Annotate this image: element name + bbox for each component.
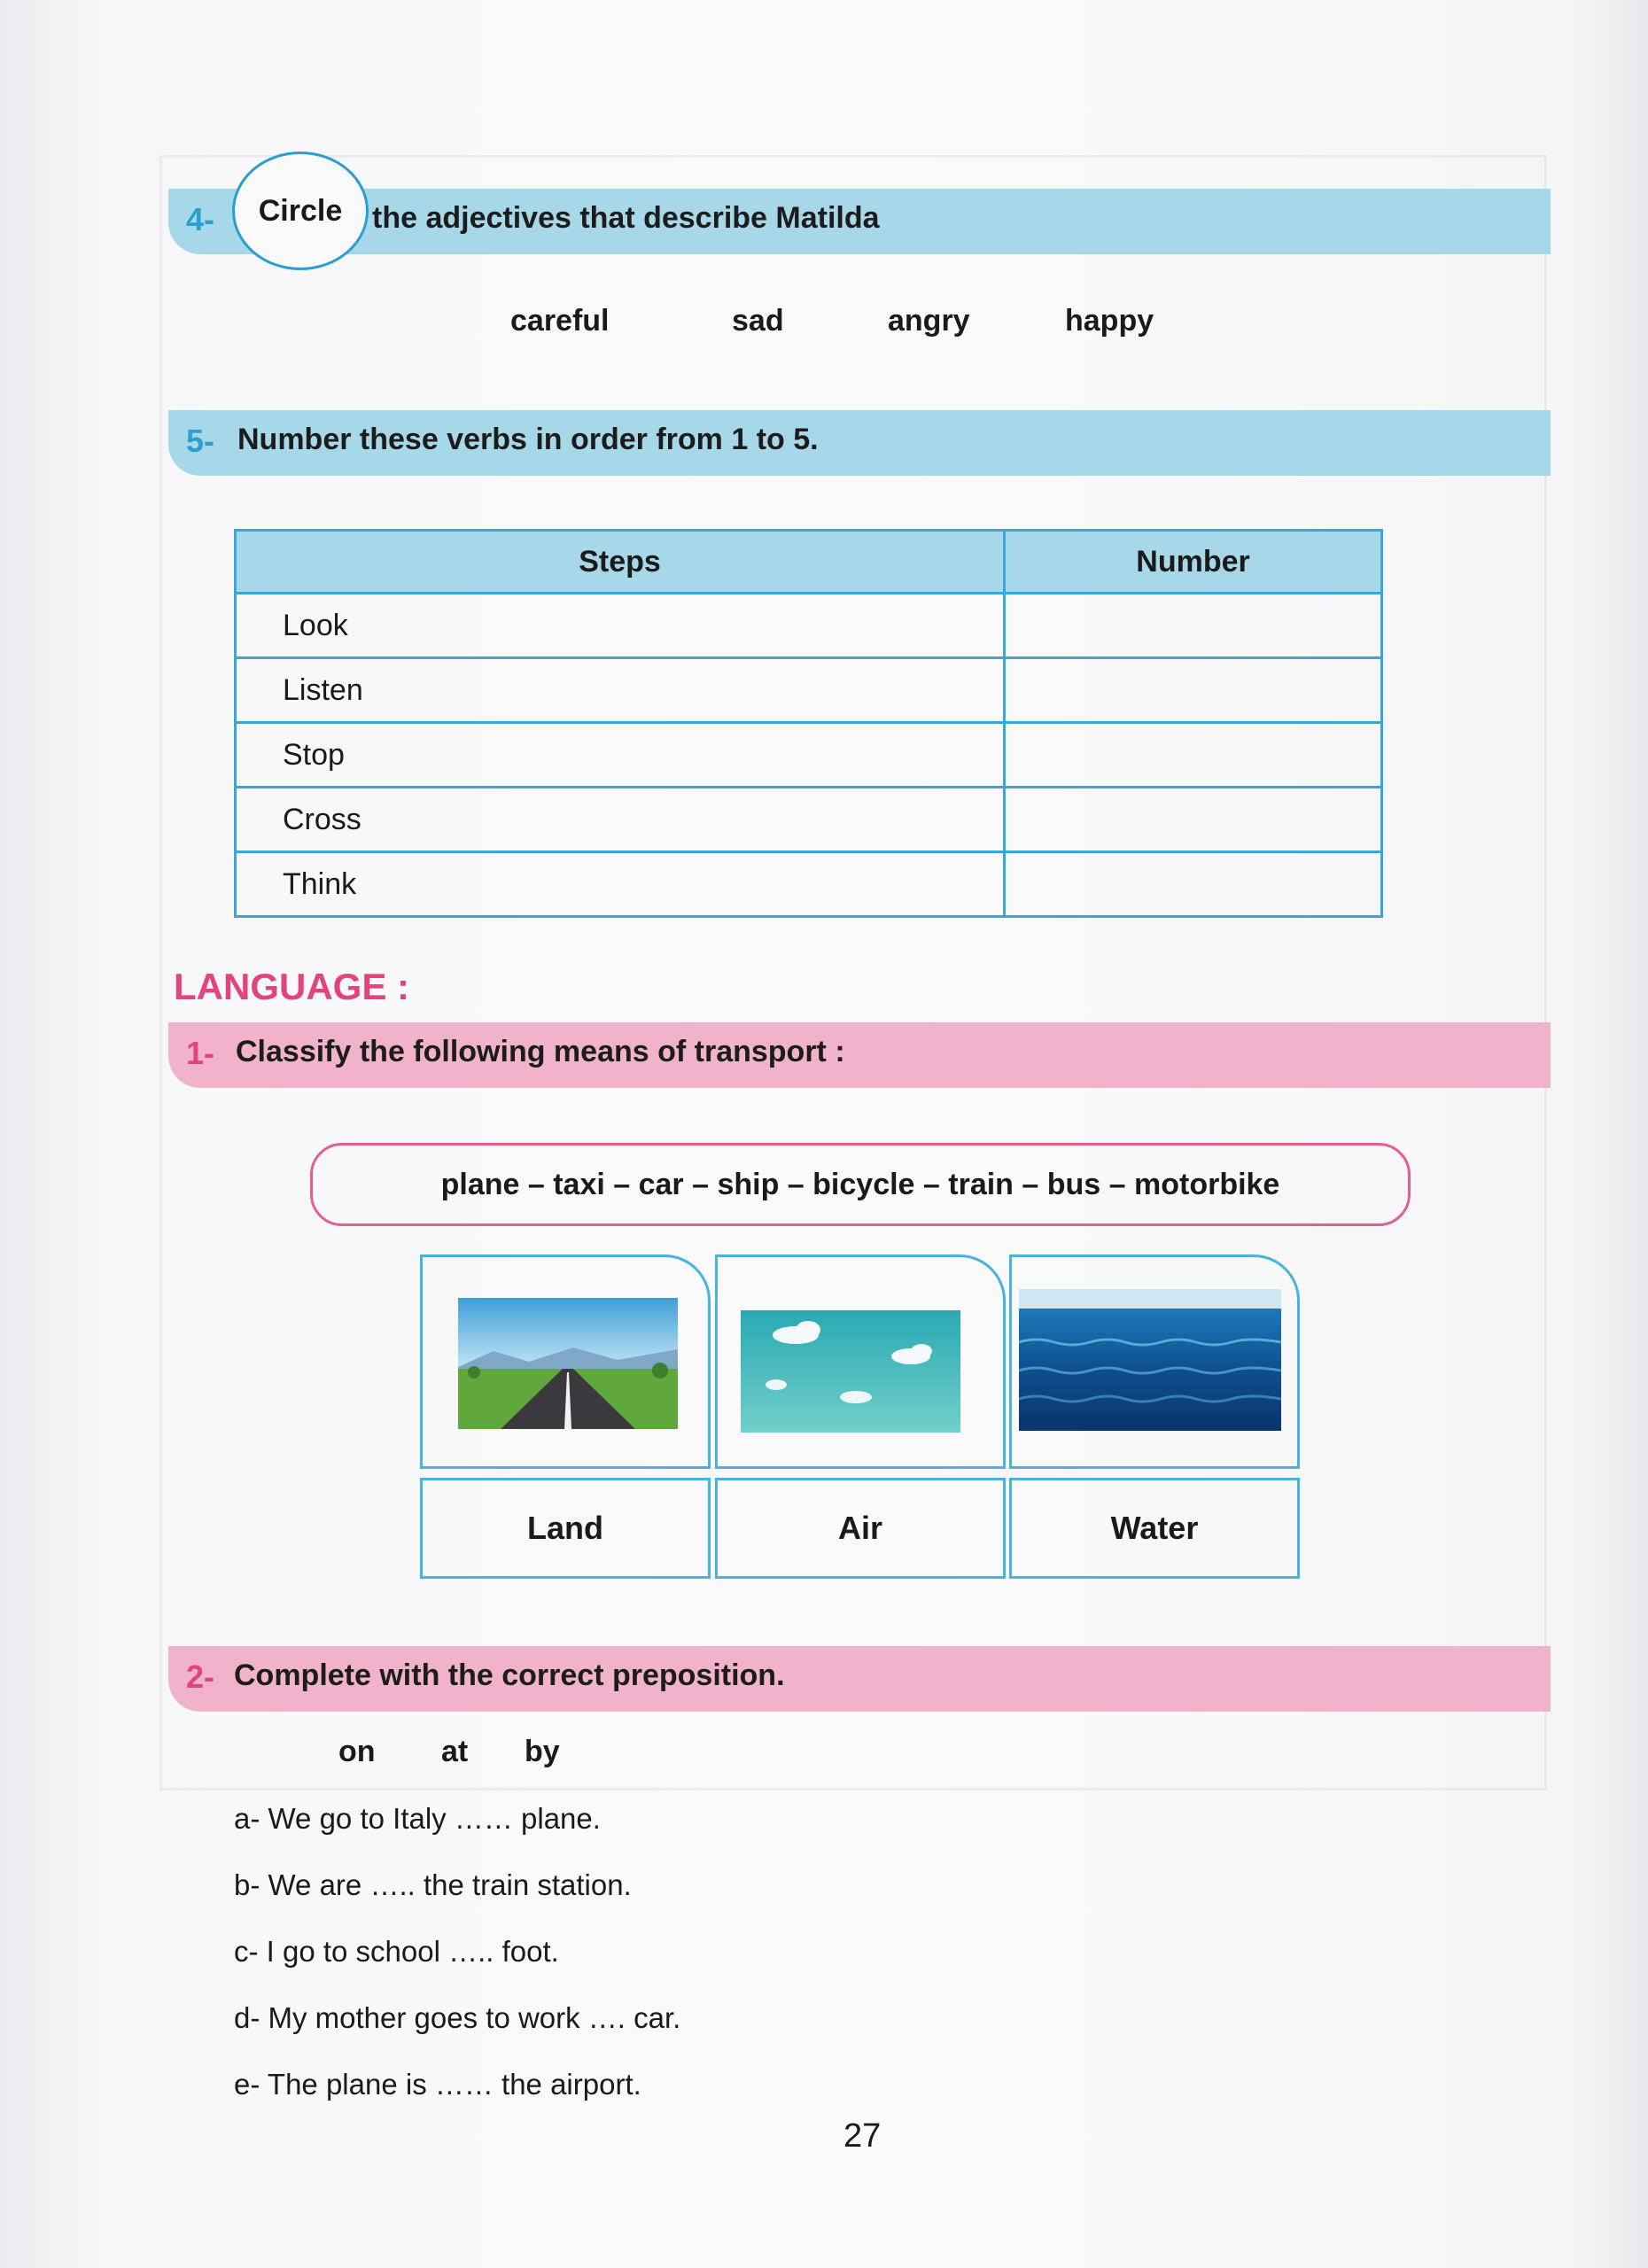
step-cell: Stop [236,723,1005,788]
air-card [715,1254,1006,1469]
exercise-number: 2- [186,1658,215,1695]
adjective-option[interactable]: careful [510,304,610,338]
road-landscape-image [458,1298,678,1429]
sentence-item: d- My mother goes to work …. car. [234,2001,681,2034]
column-header-number: Number [1005,531,1382,594]
sea-water-image [1019,1289,1281,1431]
table-row [236,723,1382,788]
exercise-title: Complete with the correct preposition. [234,1658,785,1692]
category-label-air: Air [715,1478,1006,1579]
sentence-item: a- We go to Italy …… plane. [234,1802,601,1835]
table-row [236,852,1382,917]
adjective-option[interactable]: angry [888,304,970,338]
column-header-steps: Steps [236,531,1005,594]
number-answer-cell[interactable] [1005,788,1382,852]
exercise-4-header [168,189,1551,254]
number-answer-cell[interactable] [1005,594,1382,658]
step-cell: Listen [236,658,1005,723]
steps-table [234,529,1383,918]
exercise-title: Classify the following means of transport : [236,1035,845,1068]
sky-clouds-image [741,1310,960,1433]
number-answer-cell[interactable] [1005,658,1382,723]
exercise-5-header [168,410,1551,476]
adjective-option[interactable]: happy [1065,304,1154,338]
page-number: 27 [843,2117,882,2155]
exercise-title: Number these verbs in order from 1 to 5. [237,423,819,456]
preposition-option: on [338,1735,376,1768]
word-bank: plane – taxi – car – ship – bicycle – train – bus – motorbike [310,1143,1411,1226]
circled-word: Circle [232,151,369,270]
category-label-land: Land [420,1478,711,1579]
land-card [420,1254,711,1469]
sentence-item: b- We are ….. the train station. [234,1868,632,1901]
number-answer-cell[interactable] [1005,852,1382,917]
water-card [1009,1254,1300,1469]
sentence-item: e- The plane is …… the airport. [234,2068,641,2101]
exercise-number: 1- [186,1035,215,1071]
table-row [236,658,1382,723]
exercise-number: 5- [186,423,215,459]
exercise-title: the adjectives that describe Matilda [372,201,880,235]
step-cell: Cross [236,788,1005,852]
number-answer-cell[interactable] [1005,723,1382,788]
table-row [236,594,1382,658]
table-row [236,788,1382,852]
language-exercise-1-header [168,1022,1551,1088]
section-heading: LANGUAGE : [174,966,409,1007]
sentence-item: c- I go to school ….. foot. [234,1935,559,1968]
preposition-option: by [525,1735,560,1768]
step-cell: Think [236,852,1005,917]
step-cell: Look [236,594,1005,658]
language-exercise-2-header [168,1646,1551,1712]
preposition-option: at [441,1735,469,1768]
adjective-option[interactable]: sad [732,304,784,338]
exercise-number: 4- [186,201,215,237]
category-label-water: Water [1009,1478,1300,1579]
